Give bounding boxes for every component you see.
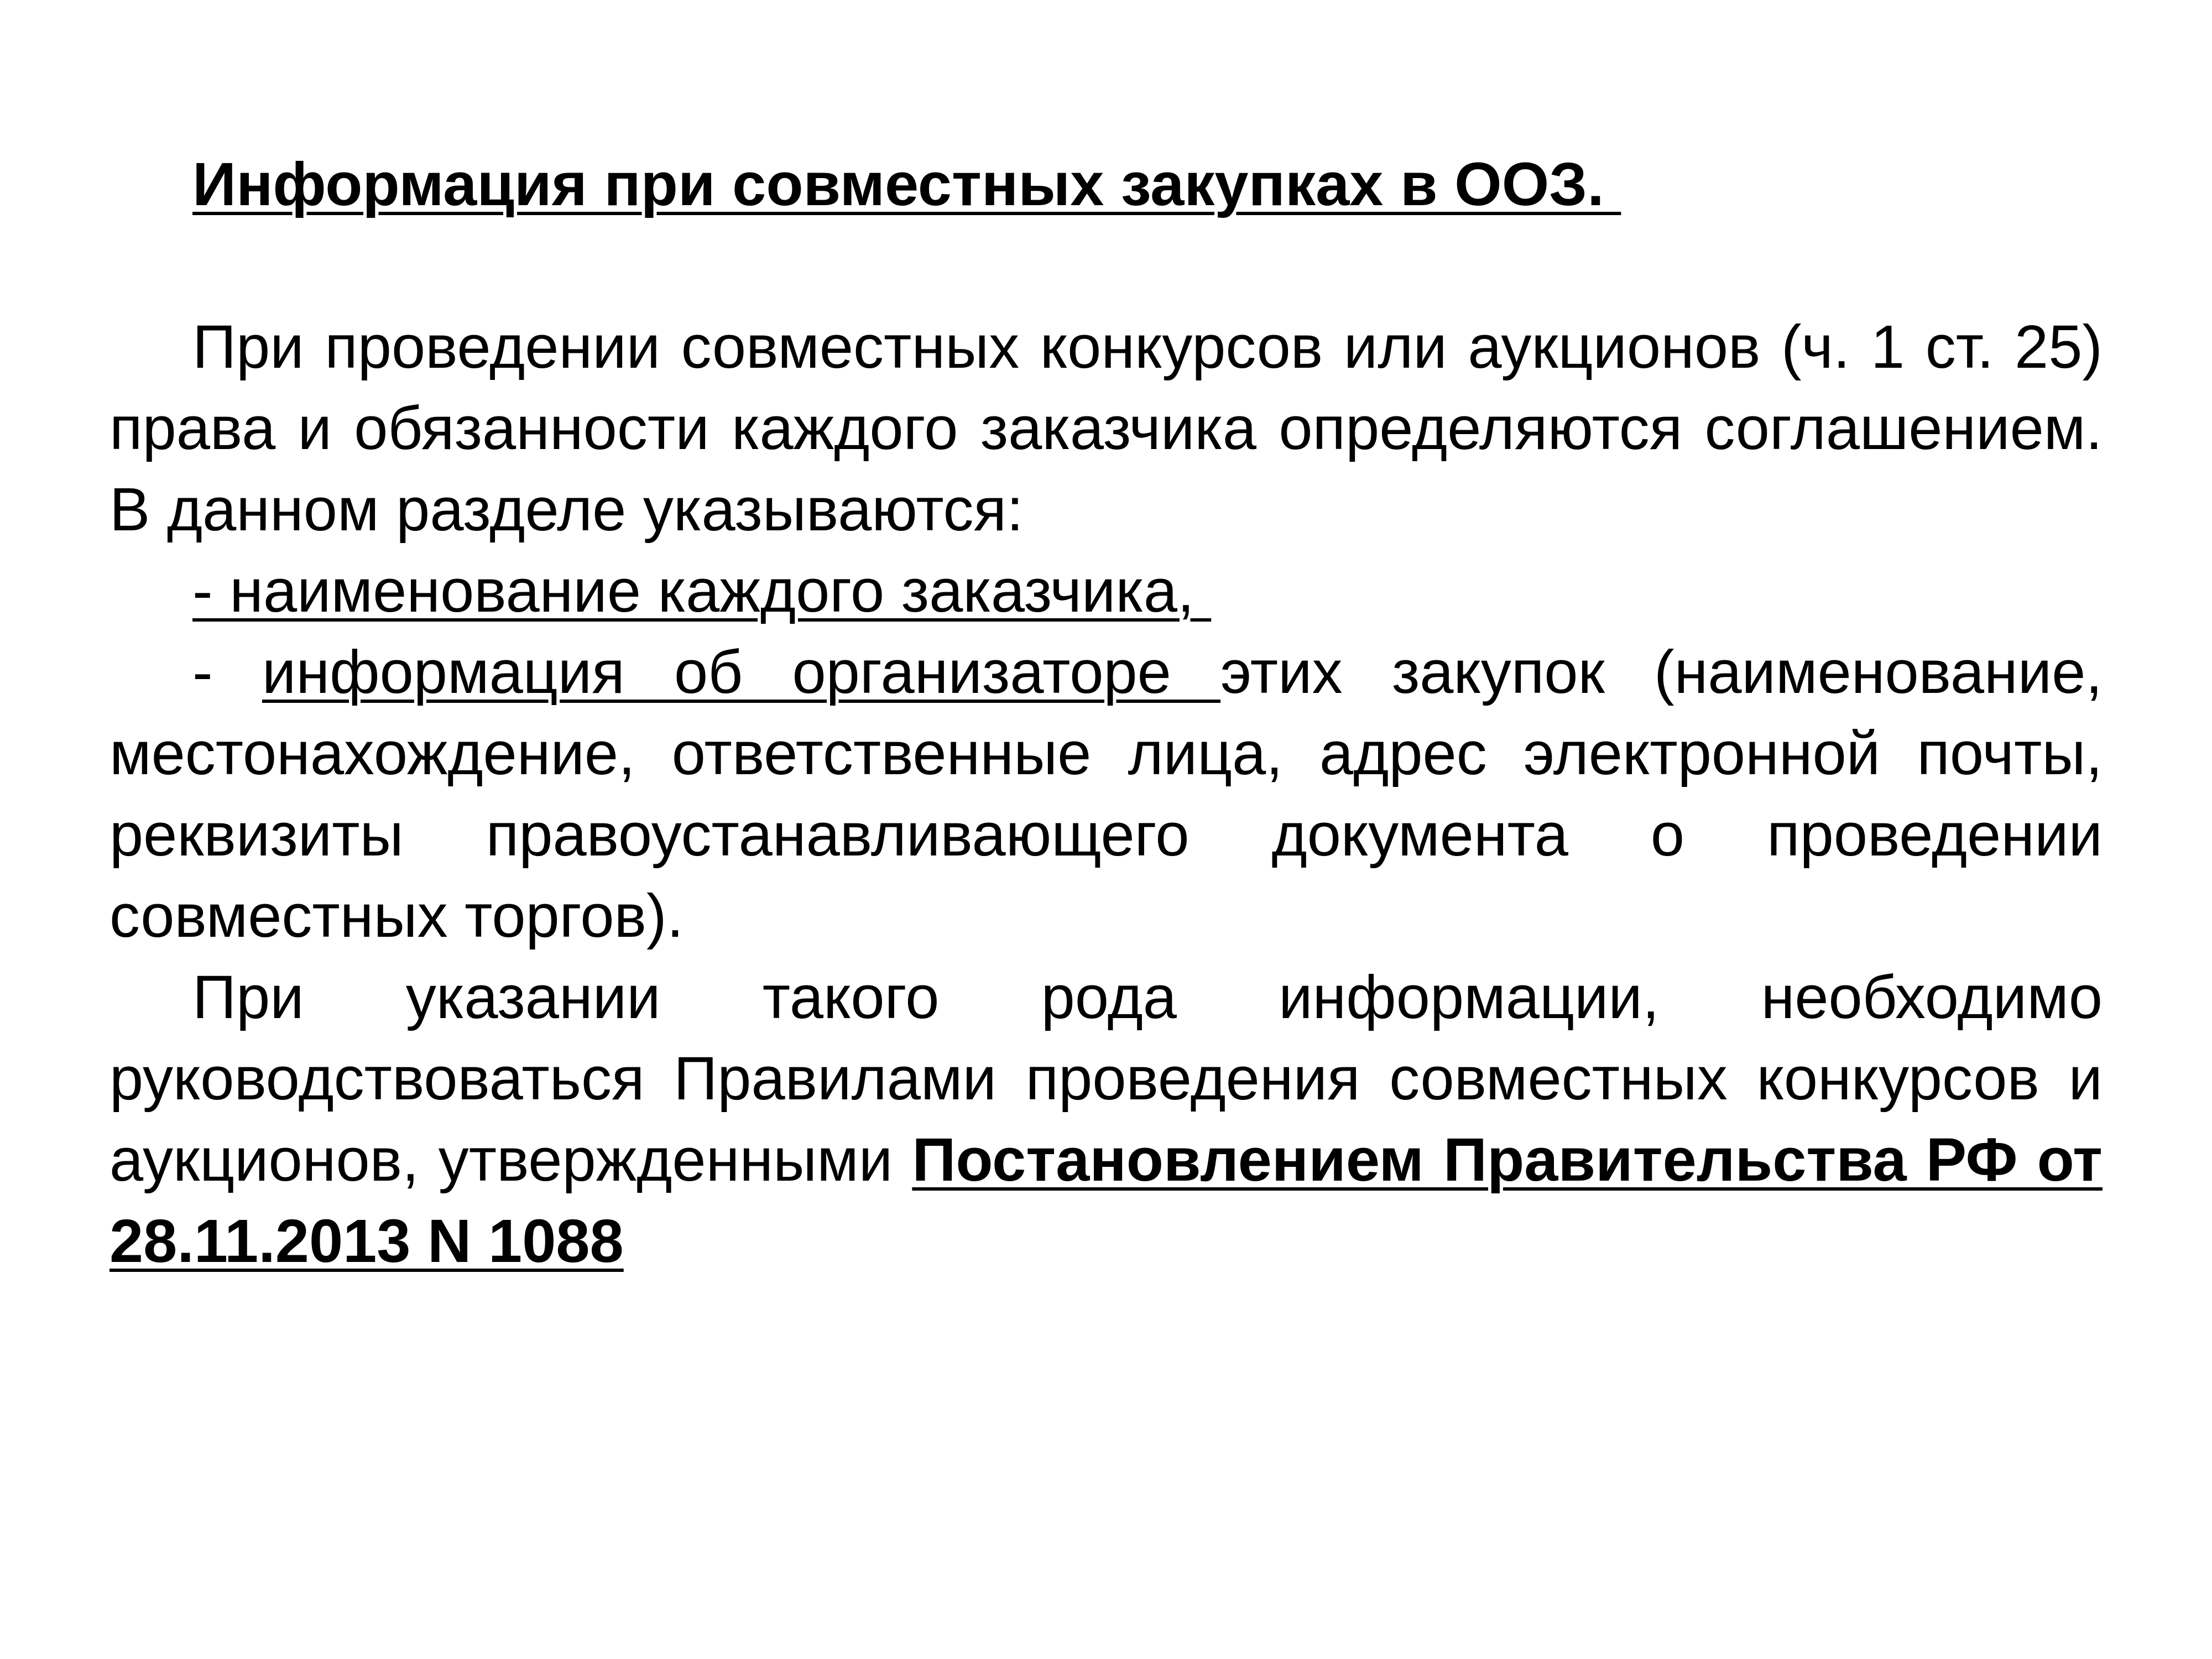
- slide-content: [109, 144, 2103, 1282]
- government-decree-reference: Постановлением Правительства РФ от 28.11.2013 N 1088: [109, 1126, 2103, 1275]
- paragraph-rules: [109, 957, 2103, 1282]
- list-item-organizer-info: [109, 632, 2103, 957]
- slide-heading: Информация при совместных закупках в ООЗ.: [192, 150, 1621, 218]
- list-item-customer-name: [109, 550, 2103, 632]
- organizer-info-details: этих закупок (наименование, местонахождение, ответственные лица, адрес электронной почты, реквизиты правоустанавливающего документа о проведении совместных торгов).: [109, 638, 2103, 950]
- organizer-info-underlined: информация об организаторе: [262, 638, 1221, 706]
- paragraph-rules-text: При указании такого рода информации, необходимо руководствоваться Правилами проведения совместных конкурсов и аукционов, утвержденными: [109, 963, 2103, 1194]
- list-item-customer-name-text: - наименование каждого заказчика,: [192, 557, 1212, 625]
- list-item-dash: -: [192, 638, 262, 706]
- paragraph-intro: При проведении совместных конкурсов или аукционов (ч. 1 ст. 25) права и обязанности каждого заказчика определяются соглашением. В данном разделе указываются:: [109, 313, 2103, 544]
